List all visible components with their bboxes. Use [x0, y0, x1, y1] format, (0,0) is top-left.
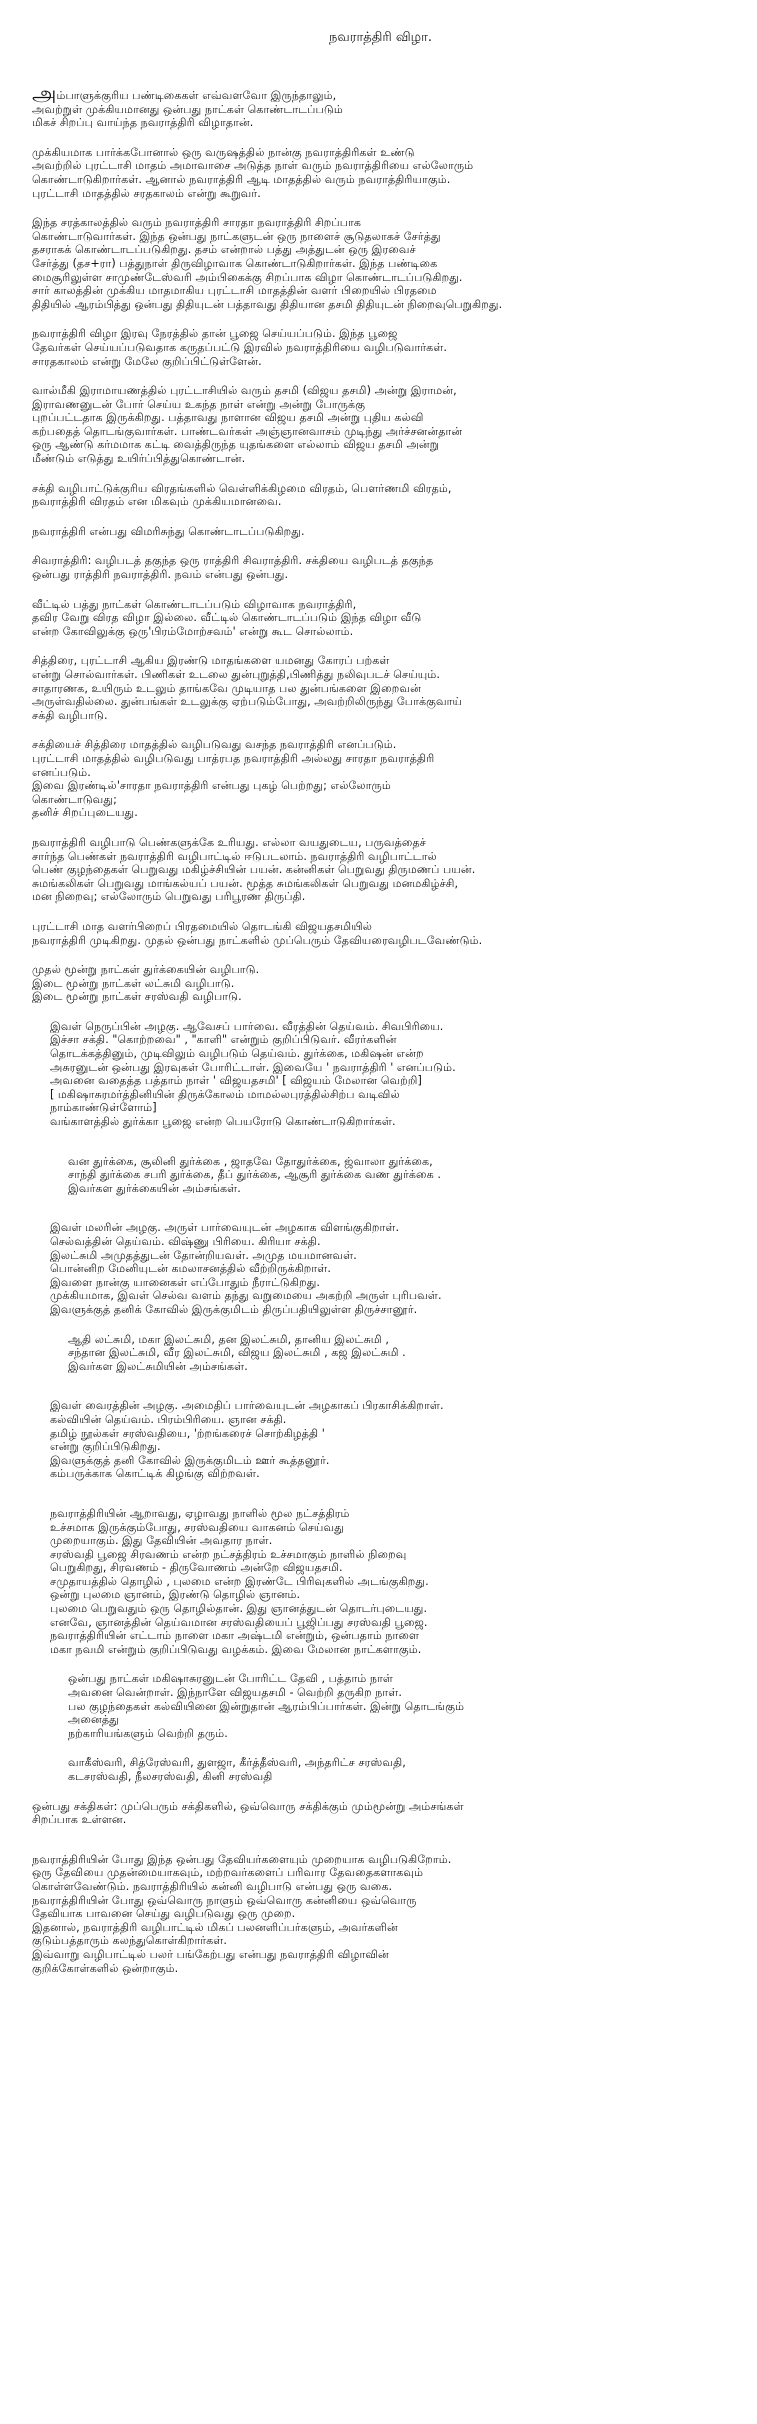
closing-paragraph: நவராத்திரியின் போது இந்த ஒன்பது தேவியர்களையும் முறையாக வழிபடுகிறோம். ஒரு தேவியை முதன்மையாகவும், மற்றவர்களைப் பரிவார தேவதைகளாகவும் கொள்ளவேண்டும். நவராத்திரியில் கன்னி வழிபாடு என்பது ஒரு வகை. நவராத்திரியின் போது ஒவ்வொரு நாளும் ஒவ்வொரு கன்னியை ஒவ்வொரு தேவியாக பாவனை செய்து வழிபடுவது ஒரு முறை. இதனால், நவராத்திரி வழிபாட்டில் மிகப் பலனளிப்பர்களும், அவர்களின் குடும்பத்தாரும் கலந்துகொள்கிறார்கள். இவ்வாறு வழிபாட்டில் பலர் பங்கேற்பது என்பது நவராத்திரி விழாவின் குறிக்கோள்களில் ஒன்றாகும்.	[32, 1852, 452, 1975]
drop-cap-letter: அ	[32, 82, 57, 107]
saraswati-description: இவள் வைரத்தின் அழகு. அமைதிப் பார்வையுடன் அழகாகப் பிரகாசிக்கிறாள். கல்வியின் தெய்வம். பிரம்பிரியை. ஞான சக்தி. தமிழ் நூல்கள் சரஸ்வதியை, 'ற்றங்கரைச் சொற்கிழத்தி ' என்று குறிப்பிடுகிறது. இவளுக்குத் தனி கோவில் இருக்குமிடம் ஊர் கூத்தனூர். கம்பருக்காக கொட்டிக் கிழங்கு விற்றவள்.	[50, 1399, 444, 1481]
lakshmi-description: இவள் மலரின் அழகு. அருள் பார்வையுடன் அழகாக விளங்குகிறாள். செல்வத்தின் தெய்வம். விஷ்ணு பிரியை. கிரியா சக்தி. இலட்சுமி அமுதத்துடன் தோன்றியவள். அமுத மயமானவள். பொன்னிற மேனியுடன் கமலாசனத்தில் வீற்றிருக்கிறாள். இவளை நான்கு யானைகள் எப்போதும் நீராட்டுகிறது. முக்கியமாக, இவள் செல்வ வளம் தந்து வறுமையை அகற்றி அருள் புரிபவள். இவளுக்குத் தனிக் கோவில் இருக்குமிடம் திருப்பதியிலுள்ள திருச்சானூர்.	[50, 1221, 442, 1316]
lakshmi-forms: ஆதி லட்சுமி, மகா இலட்சுமி, தன இலட்சுமி, தானிய இலட்சுமி , சந்தான இலட்சுமி, வீர இலட்சுமி, விஜய இலட்சுமி , கஜ இலட்சுமி . இவர்கள இலட்சுமியின் அம்சங்கள்.	[68, 1332, 406, 1373]
page-title: நவராத்திரி விழா.	[328, 30, 433, 45]
paragraph-puratasi: புரட்டாசி மாத வளர்பிறைப் பிரதமையில் தொடங்கி விஜயதசமியில் நவராத்திரி முடிகிறது. முதல் ஒன்பது நாட்களில் முப்பெரும் தேவியரைவழிபடவேண்டும்.	[32, 919, 483, 947]
paragraph-sivaratri: சிவராத்திரி: வழிபடத் தகுந்த ஒரு ராத்திரி சிவராத்திரி. சக்தியை வழிபடத் தகுந்த ஒன்பது ராத்திரி நவராத்திரி. நவம் என்பது ஒன்பது.	[32, 554, 434, 582]
intro-paragraph	[32, 82, 729, 130]
list-item: இடை மூன்று நாட்கள் சரஸ்வதி வழிபாடு.	[32, 990, 242, 1004]
saraswati-forms: வாகீஸ்வரி, சித்ரேஸ்வரி, துளஜா, கீர்த்தீஸ்வரி, அந்தரிட்ச சரஸ்வதி, கடசரஸ்வதி, நீலசரஸ்வதி, கினி சரஸ்வதி	[68, 1756, 406, 1783]
paragraph-vasanta-navaratri: சக்தியைச் சித்திரை மாதத்தில் வழிபடுவது வசந்த நவராத்திரி எனப்படும். புரட்டாசி மாதத்தில் வழிபடுவது பாத்ரபத நவராத்திரி அல்லது சாரதா நவராத்திரி எனப்படும். இவை இரண்டில்'சாரதா நவராத்திரி என்பது புகழ் பெற்றது; எல்லோரும் கொண்டாடுவது; தனிச் சிறப்புடையது.	[32, 738, 435, 820]
paragraph-four-navaratris: முக்கியமாக பார்க்கபோனால் ஒரு வருஷத்தில் நான்கு நவராத்திரிகள் உண்டு அவற்றில் புரட்டாசி மாதம் அமாவாசை அடுத்த நாள் வரும் நவராத்திரியை எல்லோரும் கொண்டாடுகிறார்கள். ஆனால் நவராத்திரி ஆடி மாதத்தில் வரும் நவராத்திரியாகும். புரட்டாசி மாதத்தில் சரதகாலம் என்று கூறுவர்.	[32, 145, 474, 200]
saraswati-puja-days: நவராத்திரியின் ஆறாவது, ஏழாவது நாளில் மூல நட்சத்திரம் உச்சமாக இருக்கும்போது, சரஸ்வதியை வாகனம் செய்வது முறையாகும். இது தேவியின் அவதார நாள். சரஸ்வதி பூஜை சிரவணம் என்ற நட்சத்திரம் உச்சமாகும் நாளில் நிறைவு பெறுகிறது, சிரவணம் - திருவோணம் அன்றே விஜயதசமி. சமுதாயத்தில் தொழில் , புலமை என்ற இரண்டே பிரிவுகளில் அடங்குகிறது. ஒன்று புலமை ஞானம், இரண்டு தொழில் ஞானம். புலமை பெறுவதும் ஒரு தொழில்தான். இது ஞானத்துடன் தொடர்புடையது. எனவே, ஞானத்தின் தெய்வமான சரஸ்வதியைப் பூஜிப்பது சரஸ்வதி பூஜை. நவராத்திரியின் எட்டாம் நாளை மகா அஷ்டமி என்றும், ஒன்பதாம் நாளை மகா நவமி என்றும் குறிப்பிடுவது வழக்கம். இவை மேலான நாட்களாகும்.	[50, 1506, 429, 1656]
paragraph-sarada-navaratri: இந்த சரத்காலத்தில் வரும் நவராத்திரி சாரதா நவராத்திரி சிறப்பாக கொண்டாடுவார்கள். இந்த ஒன்பது நாட்களுடன் ஒரு நாளைச் சூடுதலாகச் சேர்த்து தசராகக் கொண்டாடப்படுகிறது. தசம் என்றால் பத்து அத்துடன் ஒரு இரவைச் சேர்த்து (தச+ரா) பத்துநாள் திருவிழாவாக கொண்டாடுகிறார்கள். இந்த பண்டிகை மைசூரிலுள்ள சாமுண்டேஸ்வரி அம்பிகைக்கு சிறப்பாக விழா கொண்டாடப்படுகிறது. சார் காலத்தின் முக்கிய மாதமாகிய புரட்டாசி மாதத்தின் வளர் பிறையில் பிரதமை திதியில் ஆரம்பித்து ஒன்பது திதியுடன் பத்தாவது திதியான தசமி திதியுடன் நிறைவுபெறுகிறது.	[32, 216, 503, 311]
intro-text: ம்பாளுக்குரிய பண்டிகைகள் எவ்வளவோ இருந்தாலும், அவற்றுள் முக்கியமானது ஒன்பது நாட்கள் கொண்டாடப்படும் மிகச் சிறப்பு வாய்ந்த நவராத்திரி விழாதான்.	[32, 89, 343, 130]
paragraph-home-festival: வீட்டில் பத்து நாட்கள் கொண்டாடப்படும் விழாவாக நவராத்திரி, தவிர வேறு விரத விழா இல்லை. வீட்டில் கொண்டாடப்படும் இந்த விழா வீடு என்ற கோவிலுக்கு ஒரு'பிரம்மோற்சவம்' என்று கூட சொல்லாம்.	[32, 597, 422, 638]
worship-schedule-list	[32, 963, 729, 1004]
durga-description: இவள் நெருப்பின் அழகு. ஆவேசப் பார்வை. வீரத்தின் தெய்வம். சிவபிரியை. இச்சா சக்தி. "கொற்றவை" , "காளி" என்றும் குறிப்பிடுவர். வீரர்களின் தொடக்கத்தினும், முடிவிலும் வழிபடும் தெய்வம். துர்க்கை, மகிஷன் என்ற அசுரனுடன் ஒன்பது இரவுகள் போரிட்டாள். இவையே ' நவராத்திரி ' எனப்படும். அவனை வதைத்த பத்தாம் நாள் ' விஜயதசமி' [ விஜயம் மேலான வெற்றி] [ மகிஷாசுரமர்த்தினியின் திருக்கோலம் மாமல்லபுரத்தில்சிற்ப வடிவில் நாம்காண்டுள்ளோம்] வங்காளத்தில் துர்க்கா பூஜை என்ற பெயரோடு கொண்டாடுகிறார்கள்.	[50, 1019, 456, 1129]
paragraph-yama-teeth: சித்திரை, புரட்டாசி ஆகிய இரண்டு மாதங்களை யமனது கோரப் பற்கள் என்று சொல்வார்கள். பிணிகள் உடலை துன்புறுத்தி,பிணித்து நலிவுபடச் செய்யும். சாதாரணக, உயிரும் உடலும் தாங்கவே முடியாத பல துன்பங்களை இறைவன் அருள்வதில்லை. துன்பங்கள் உடலுக்கு ஏற்படும்போது, அவற்றிலிருந்து போக்குவாய் சக்தி வழிபாடு.	[32, 654, 463, 722]
paragraph-night-puja: நவராத்திரி விழா இரவு நேரத்தில் தான் பூஜை செய்யப்படும். இந்த பூஜை தேவர்கள் செய்யப்படுவதாக கருதப்பட்டு இரவில் நவராத்திரியை வழிபடுவார்கள். சாரதகாலம் என்று மேலே குறிப்பிட்டுள்ளேன்.	[32, 327, 447, 368]
durga-forms: வன துர்க்கை, சூலினி துர்க்கை , ஜாதவே தோதுர்க்கை, ஜ்வாலா துர்க்கை, சாந்தி துர்க்கை சபரி துர்க்கை, தீப் துர்க்கை, ஆசூரி துர்க்கை வண துர்க்கை . இவர்கள துர்க்கையின் அம்சங்கள்.	[68, 1154, 441, 1195]
nine-shakti-paragraph: ஒன்பது சக்திகள்: முப்பெரும் சக்திகளில், ஒவ்வொரு சக்திக்கும் மும்மூன்று அம்சங்கள் சிறப்பாக உள்ளன.	[32, 1799, 464, 1827]
list-item: முதல் மூன்று நாட்கள் துர்க்கையின் வழிபாடு.	[32, 963, 260, 977]
list-item: இடை மூன்று நாட்கள் லட்சுமி வழிபாடு.	[32, 976, 235, 990]
vijayadasami-victory: ஒன்பது நாட்கள் மகிஷாசுரனுடன் போரிட்ட தேவி , பத்தாம் நாள் அவனை வென்றாள். இந்நாளே விஜயதசமி - வெற்றி தருகிற நாள். பல குழந்தைகள் கல்வியினை இன்றுதான் ஆரம்பிப்பார்கள். இன்று தொடங்கும் அனைத்து நற்காரியங்களும் வெற்றி தரும்.	[68, 1672, 465, 1740]
paragraph-vratas: சக்தி வழிபாட்டுக்குரிய விரதங்களில் வெள்ளிக்கிழமை விரதம், பௌர்ணமி விரதம், நவராத்திரி விரதம் என மிகவும் முக்கியமானவை.	[32, 481, 452, 509]
paragraph-womens-worship: நவராத்திரி வழிபாடு பெண்களுக்கே உரியது. எல்லா வயதுடைய, பருவத்தைச் சார்ந்த பெண்கள் நவராத்திரி வழிபாட்டில் ஈடுபடலாம். நவராத்திரி வழிபாட்டால் பெண் குழந்தைகள் பெறுவது மகிழ்ச்சியின் பயன். கன்னிகள் பெறுவது திருமணப் பயன். சுமங்கலிகள் பெறுவது மாங்கல்யப் பயன். மூத்த சுமங்கலிகள் பெறுவது மனமகிழ்ச்சி, மன நிறைவு; எல்லோரும் பெறுவது பரிபூரண திருப்தி.	[32, 835, 476, 904]
paragraph-ramayana: வால்மீகி இராமாயணத்தில் புரட்டாசியில் வரும் தசமி (விஜய தசமி) அன்று இராமன், இராவணனுடன் போர் செய்ய உகந்த நாள் என்று அன்று போருக்கு புறப்பட்டதாக இருக்கிறது. பத்தாவது நாளான விஜய தசமி அன்று புதிய கல்வி கற்பதைத் தொடங்குவார்கள். பாண்டவர்கள் அஞ்ஞானவாசம் முடிந்து அர்ச்சனன்தான் ஒரு ஆண்டு கர்மமாக கட்டி வைத்திருந்த யுதங்களை எல்லாம் விஜய தசமி அன்று மீண்டும் எடுத்து உயிர்ப்பித்துகொண்டான்.	[32, 384, 463, 466]
paragraph-celebration: நவராத்திரி என்பது விமரிசுந்து கொண்டாடப்படுகிறது.	[32, 524, 305, 538]
